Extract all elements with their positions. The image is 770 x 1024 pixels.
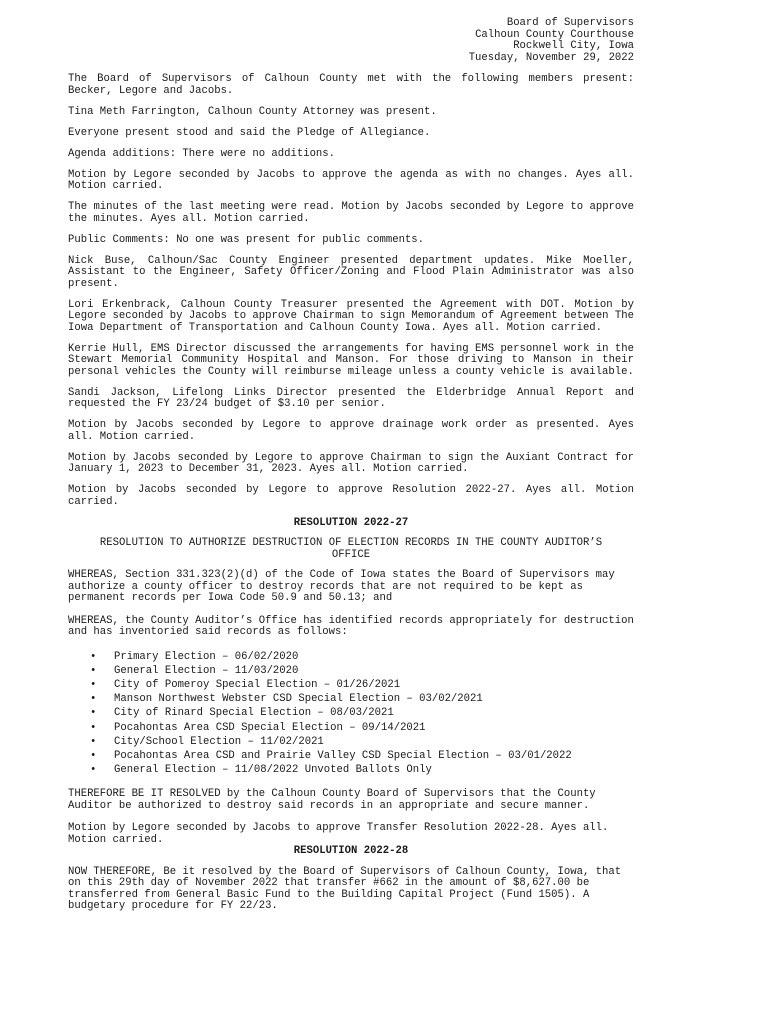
list-item: • General Election – 11/03/2020 [68,664,634,678]
list-item: • General Election – 11/08/2022 Unvoted Ballots Only [68,763,634,777]
paragraph-drainage: Motion by Jacobs seconded by Legore to approve drainage work order as presented. Ayes all. Motion carried. [68,419,634,443]
paragraph-public-comments: Public Comments: No one was present for public comments. [68,233,425,246]
paragraph-treasurer: Lori Erkenbrack, Calhoun County Treasurer presented the Agreement with DOT. Motion by Legore seconded by Jacobs to approve Chairman to sign Memorandum of Agreement between The Iowa Department of Transportation and Calhoun County Iowa. Ayes all. Motion carried. [68,298,634,334]
resolution-27-title: RESOLUTION 2022-27 [293,516,409,529]
list-item: • Pocahontas Area CSD and Prairie Valley CSD Special Election – 03/01/2022 [68,749,634,763]
document-header [68,18,634,64]
paragraph-lifelong-links: Sandi Jackson, Lifelong Links Director presented the Elderbridge Annual Report and requested the FY 23/24 budget of $3.10 per senior. [68,386,634,410]
list-item: • Pocahontas Area CSD Special Election – 09/14/2021 [68,721,634,735]
document-page [68,18,634,924]
header-date: Tuesday, November 29, 2022 [468,51,634,64]
paragraph-ems: Kerrie Hull, EMS Director discussed the arrangements for having EMS personnel work in the Stewart Memorial Community Hospital and Manson. For those driving to Manson in their personal vehicles the County will reimburse mileage unless a county vehicle is available. [68,342,634,378]
resolution-28-title: RESOLUTION 2022-28 [293,845,409,858]
paragraph-minutes: The minutes of the last meeting were read. Motion by Jacobs seconded by Legore to approve the minutes. Ayes all. Motion carried. [68,201,634,225]
resolution-27-whereas-2: WHEREAS, the County Auditor’s Office has identified records appropriately for destruction and has inventoried said records as follows: [68,614,634,638]
paragraph-pledge: Everyone present stood and said the Pledge of Allegiance. [68,126,431,139]
paragraph-engineer: Nick Buse, Calhoun/Sac County Engineer presented department updates. Mike Moeller, Assistant to the Engineer, Safety Officer/Zoning and Flood Plain Administrator was also present. [68,254,634,290]
paragraph-attendance: The Board of Supervisors of Calhoun County met with the following members present: Becker, Legore and Jacobs. [68,73,634,97]
paragraph-agenda-motion: Motion by Legore seconded by Jacobs to approve the agenda as with no changes. Ayes all. Motion carried. [68,168,634,192]
paragraph-agenda-additions: Agenda additions: There were no additions. [68,147,336,160]
resolution-27-whereas-1: WHEREAS, Section 331.323(2)(d) of the Code of Iowa states the Board of Supervisors may authorize a county officer to destroy records that are not required to be kept as permanent records per Iowa Code 50.9 and 50.13; and [68,569,615,604]
list-item: • City/School Election – 11/02/2021 [68,735,634,749]
header-board: Board of Supervisors [506,17,634,29]
paragraph-transfer-motion: Motion by Legore seconded by Jacobs to approve Transfer Resolution 2022-28. Ayes all. Motion carried. [68,822,609,846]
election-records-list [68,650,634,778]
list-item: • Primary Election – 06/02/2020 [68,650,634,664]
list-item: • Manson Northwest Webster CSD Special Election – 03/02/2021 [68,692,634,706]
header-city: Rockwell City, Iowa [513,40,634,52]
list-item: • City of Rinard Special Election – 08/03/2021 [68,706,634,720]
paragraph-resolution-27-motion: Motion by Jacobs seconded by Legore to approve Resolution 2022-27. Ayes all. Motion carried. [68,484,634,508]
paragraph-attorney: Tina Meth Farrington, Calhoun County Attorney was present. [68,105,437,118]
paragraph-auxiant: Motion by Jacobs seconded by Legore to approve Chairman to sign the Auxiant Contract for January 1, 2023 to December 31, 2023. Ayes all. Motion carried. [68,451,634,475]
list-item: • City of Pomeroy Special Election – 01/26/2021 [68,678,634,692]
header-courthouse: Calhoun County Courthouse [475,28,634,41]
resolution-27-therefore: THEREFORE BE IT RESOLVED by the Calhoun County Board of Supervisors that the County Auditor be authorized to destroy said records in an appropriate and secure manner. [68,788,596,812]
resolution-27-subtitle: RESOLUTION TO AUTHORIZE DESTRUCTION OF ELECTION RECORDS IN THE COUNTY AUDITOR’S OFFICE [99,537,603,561]
resolution-28-text: NOW THEREFORE, Be it resolved by the Board of Supervisors of Calhoun County, Iowa, that on this 29th day of November 2022 that transfer #662 in the amount of $8,627.00 be transferred from General Basic Fund to the Building Capital Project (Fund 1505). A budgetary procedure for FY 22/23. [68,865,622,913]
